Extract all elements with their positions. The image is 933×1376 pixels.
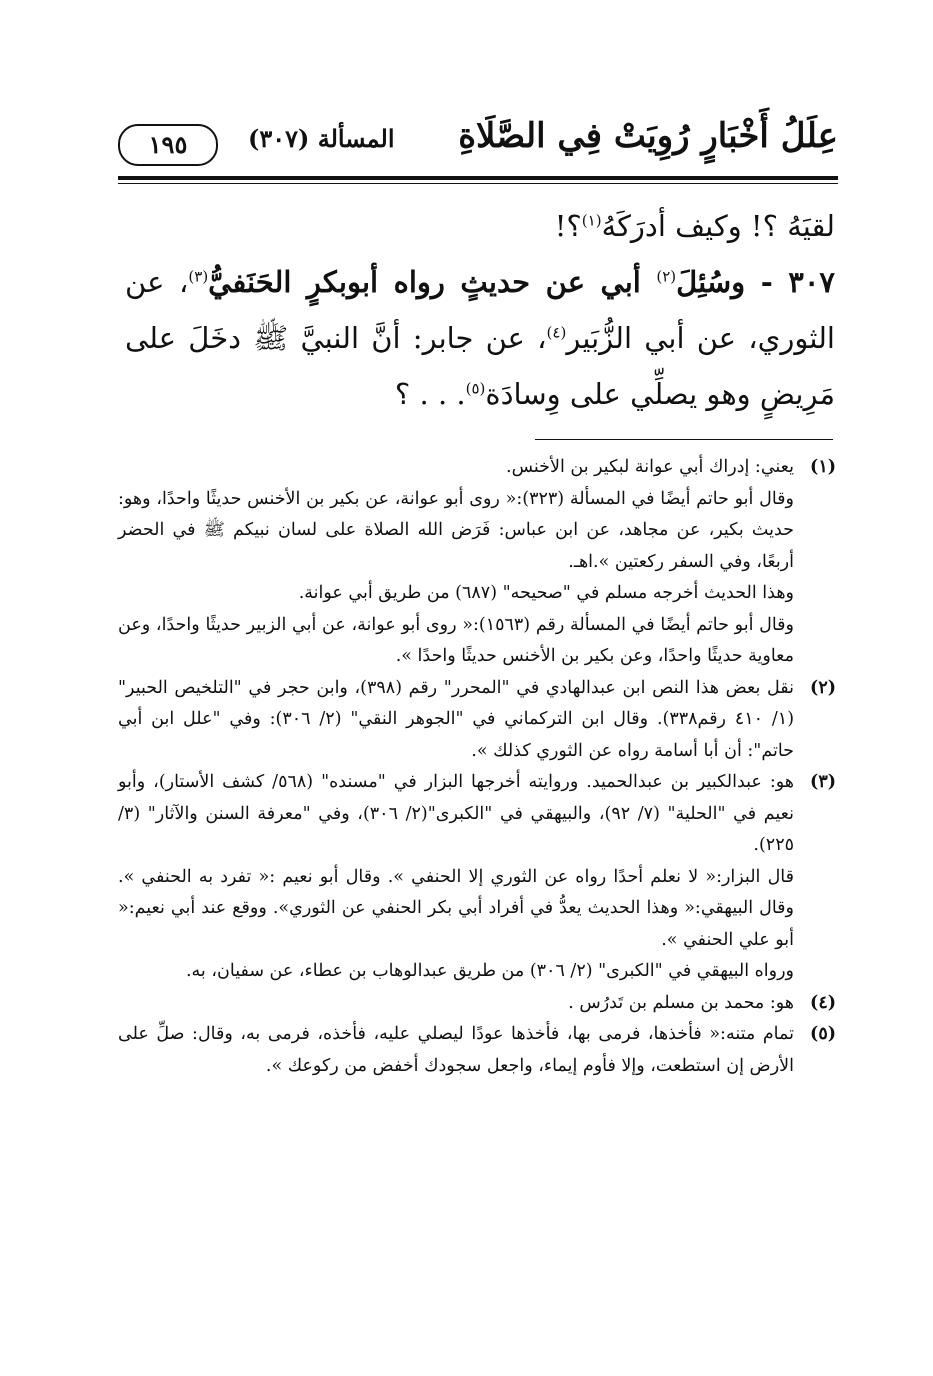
footnote-ref-5: (٥) (465, 379, 486, 398)
footnote-mark: (٢) (810, 677, 836, 698)
footnotes (118, 452, 836, 1082)
footnote-line: وهذا الحديث أخرجه مسلم في "صحيحه" (٦٨٧) من طريق أبي عوانة. (298, 583, 794, 603)
footnote-body (118, 767, 794, 988)
footnote-3 (118, 767, 836, 988)
footnote-line: وقال أبو حاتم أيضًا في المسألة رقم (١٥٦٣):« روى أبو عوانة، عن أبي الزبير حديثًا واحدًا، وعن معاوية حديثًا واحدًا، وعن بكير بن الأخنس حديثًا واحدًا ». (118, 614, 794, 666)
question-number: ٣٠٧ - وسُئِلَ (676, 265, 835, 299)
question-text-3: ، عن جابر: أنَّ النبيَّ ﷺ دخَلَ على مَرِيضٍ وهو يصلِّي على وِسادَة (125, 321, 835, 411)
running-header (118, 112, 838, 172)
footnote-body (118, 452, 794, 673)
footnote-mark: (٤) (810, 992, 836, 1013)
header-rule-thin (118, 183, 838, 184)
footnote-mark: (٣) (810, 772, 836, 792)
footnote-line: تمام متنه:« فأخذها، فرمى بها، فأخذها عودًا ليصلي عليه، فأخذه، فرمى به، وقال: صلِّ على الأرض إن استطعت، وإلا فأوم إيماء، واجعل سجودك أخفض من ركوعك ». (118, 1024, 794, 1076)
footnote-line: قال البزار:« لا نعلم أحدًا رواه عن الثوري إلا الحنفي ». وقال أبو نعيم :« تفرد به الحنفي ». وقال البيهقي:« وهذا الحديث يعدُّ في أفراد أبي بكر الحنفي عن الثوري». ووقع عند أبي نعيم:« أبو علي الحنفي ». (118, 866, 794, 950)
footnote-5 (118, 1019, 836, 1082)
line1-text: لقيَهُ ؟! وكيف أدرَكَهُ (601, 209, 835, 243)
page-number: ١٩٥ (118, 124, 218, 166)
footnote-ref-2: (٢) (656, 267, 677, 286)
footnote-mark: (١) (810, 457, 836, 477)
line1-end: ؟! (554, 209, 582, 243)
footnote-4 (118, 988, 836, 1020)
footnote-ref-1: (١) (581, 211, 602, 230)
main-line-1 (125, 198, 835, 254)
footnote-separator (535, 439, 833, 440)
header-rule-thick (118, 176, 838, 180)
footnote-line: هو: عبدالكبير بن عبدالحميد. وروايته أخرجها البزار في "مسنده" (٥٦٨/ كشف الأستار)، وأبو نعيم في "الحلية" (٧/ ٩٢)، والبيهقي في "الكبرى"(٢/ ٣٠٦)، وفي "معرفة السنن والآثار" (٣/ ٢٢٥). (118, 772, 794, 855)
footnote-body (118, 673, 794, 768)
question-text-1: أبي عن حديثٍ رواه أبوبكرٍ الحَنَفيُّ (208, 265, 657, 299)
footnote-2 (118, 673, 836, 768)
question-paragraph (125, 254, 835, 422)
footnote-ref-4: (٤) (546, 323, 567, 342)
footnote-mark: (٥) (810, 1024, 836, 1044)
question-text-2: ، عن الثوري، عن أبي الزُّبَير (125, 265, 835, 355)
book-title: عِلَلُ أَخْبَارٍ رُوِيَتْ فِي الصَّلَاةِ (458, 116, 838, 156)
footnote-ref-3: (٣) (188, 267, 209, 286)
footnote-line: نقل بعض هذا النص ابن عبدالهادي في "المحرر" رقم (٣٩٨)، وابن حجر في "التلخيص الحبير" (١/ ٤١٠ رقم٣٣٨). وقال ابن التركماني في "الجوهر النقي" (٢/ ٣٠٦): وفي "علل ابن أبي حاتم": أن أبا أسامة رواه عن الثوري كذلك ». (118, 677, 795, 761)
footnote-1 (118, 452, 836, 673)
footnote-line: هو: محمد بن مسلم بن تَدرُس . (568, 992, 794, 1013)
footnote-body (118, 1019, 794, 1082)
footnote-line: يعني: إدراك أبي عوانة لبكير بن الأخنس. (506, 457, 794, 477)
footnote-line: ورواه البيهقي في "الكبرى" (٢/ ٣٠٦) من طريق عبدالوهاب بن عطاء، عن سفيان، به. (185, 961, 794, 981)
footnote-line: وقال أبو حاتم أيضًا في المسألة (٣٢٣):« روى أبو عوانة، عن بكير بن الأخنس حديثًا واحدًا، وهو: حديث بكير، عن مجاهد، عن ابن عباس: فَرَض الله الصلاة على لسان نبيكم ﷺ في الحضر أربعًا، وفي السفر ركعتين ».اهـ. (118, 488, 794, 572)
main-text (125, 198, 835, 422)
footnote-body (118, 988, 794, 1020)
question-end: . . . ؟ (394, 377, 466, 411)
issue-number: المسألة (٣٠٧) (248, 124, 395, 153)
